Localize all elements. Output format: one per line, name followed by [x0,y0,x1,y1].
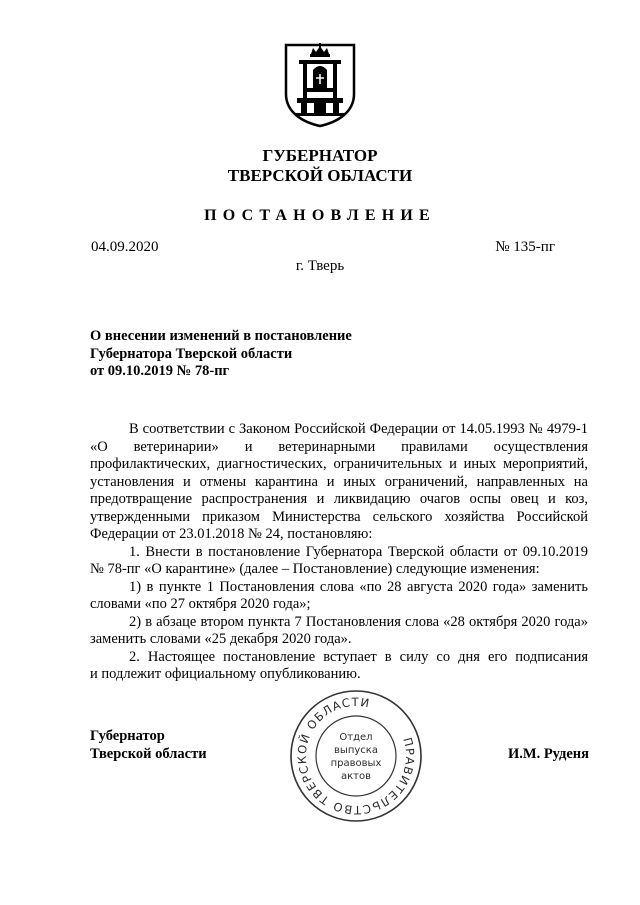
authority-region: ТВЕРСКОЙ ОБЛАСТИ [227,166,413,185]
stamp-center-line: правовых [330,758,382,769]
stamp-center-line: Отдел [339,732,373,743]
official-stamp [288,688,424,824]
stamp-center-line: актов [340,771,372,782]
preamble-paragraph-end: Федерации от 23.01.2018 № 24, постановляю: [90,526,373,542]
stamp-center-line: выпуска [334,745,378,756]
subject-line: Губернатора Тверской области [90,345,293,362]
tver-coat-of-arms-icon [283,42,357,128]
item-1-1: 1) в пункте 1 Постановления слова «по 28 августа 2020 года» заменить [129,578,588,595]
signatory-title [90,727,207,763]
item-2: 2. Настоящее постановление вступает в силу со дня его подписания [129,648,588,665]
item-1-2: 2) в абзаце втором пункта 7 Постановления слова «28 октября 2020 года» [129,613,588,630]
document-number: № 135-пг [495,239,555,255]
document-type: ПОСТАНОВЛЕНИЕ [204,207,436,224]
document-date: 04.09.2020 [91,239,159,255]
document-subject [90,328,352,381]
item-1: 1. Внести в постановление Губернатора Тверской области от 09.10.2019 [129,543,588,560]
document-body [90,421,588,684]
signatory-title-line: Губернатор [90,728,165,744]
item-1-1-cont: словами «по 27 октября 2020 года»; [90,596,311,612]
item-1-cont: № 78-пг «О карантине» (далее – Постановление) следующие изменения: [90,561,540,577]
item-1-2-cont: заменить словами «25 декабря 2020 года». [90,631,352,647]
authority-title: ГУБЕРНАТОР [262,146,378,165]
item-2-cont: и подлежит официальному опубликованию. [90,666,361,682]
signatory-title-line: Тверской области [90,746,207,762]
document-city: г. Тверь [295,258,345,274]
stamp-ring-text: ПРАВИТЕЛЬСТВО ТВЕРСКОЙ ОБЛАСТИ [294,694,418,818]
subject-line: от 09.10.2019 № 78-пг [90,363,230,379]
subject-line: О внесении изменений в постановление [90,328,352,344]
signatory-name: И.М. Руденя [507,746,589,762]
preamble-paragraph: В соответствии с Законом Российской Федерации от 14.05.1993 № 4979-1 «О ветеринарии» и ветеринарными правилами осуществления профилактических, диагностических, ограничительных и иных мероприятий, установления и отмены карантина и иных ограничений, направленных на предотвращение распространения и ликвидацию очагов оспы овец и коз, утвержденными приказом Министерства сельского хозяйства Российской [90,421,588,525]
